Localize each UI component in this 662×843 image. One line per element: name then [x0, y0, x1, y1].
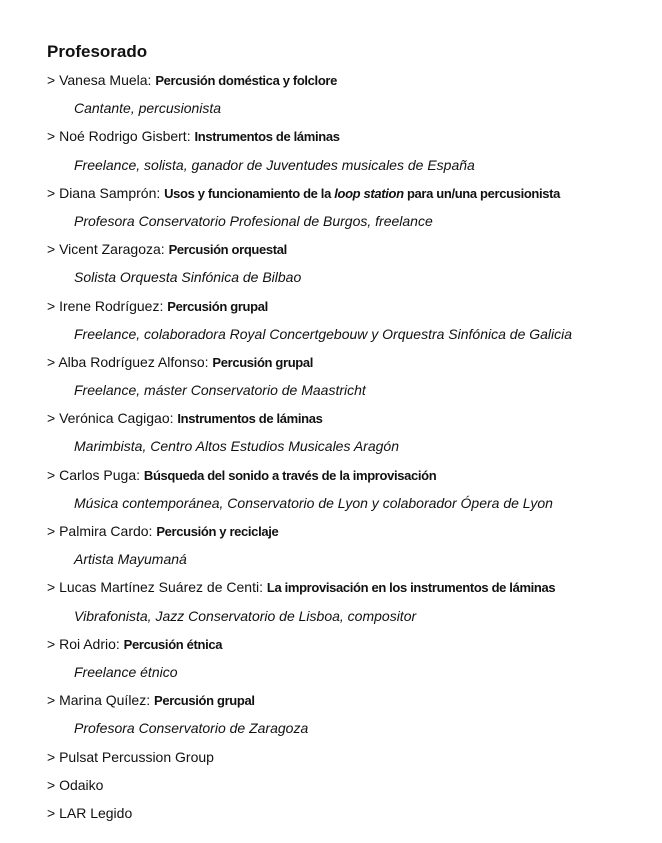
- teacher-name: Vanesa Muela:: [59, 72, 152, 88]
- bullet-marker: >: [47, 128, 56, 145]
- teacher-line: [47, 686, 647, 714]
- teacher-role: Música contemporánea, Conservatorio de Lyon y colaborador Ópera de Lyon: [74, 494, 553, 511]
- teacher-line: [47, 630, 647, 658]
- bullet-marker: >: [47, 241, 56, 258]
- teacher-topic: Percusión grupal: [154, 693, 255, 709]
- teacher-role: Vibrafonista, Jazz Conservatorio de Lisboa, compositor: [74, 607, 417, 624]
- bullet-marker: >: [47, 748, 56, 765]
- teacher-role: Freelance, colaboradora Royal Concertgebouw y Orquestra Sinfónica de Galicia: [74, 325, 573, 342]
- teacher-role: Artista Mayumaná: [74, 551, 187, 568]
- topic-part: para un/una percusionista: [403, 185, 561, 201]
- teacher-name: Marina Quílez:: [59, 692, 151, 709]
- teacher-topic: La improvisación en los instrumentos de láminas: [266, 580, 556, 596]
- teacher-entry: [47, 461, 647, 517]
- teacher-line: [47, 235, 647, 263]
- teacher-entry: [47, 573, 647, 629]
- group-name: LAR Legido: [59, 804, 133, 821]
- teacher-topic: Instrumentos de láminas: [194, 129, 340, 145]
- bullet-marker: >: [47, 635, 56, 652]
- teacher-name: Carlos Puga:: [59, 466, 141, 483]
- bullet-marker: >: [47, 523, 56, 539]
- teacher-line: [47, 348, 647, 376]
- teacher-line: [47, 292, 647, 320]
- teacher-role: Marimbista, Centro Altos Estudios Musicales Aragón: [74, 438, 399, 455]
- bullet-marker: >: [47, 184, 56, 201]
- bullet-marker: >: [47, 692, 56, 709]
- teacher-role: Freelance étnico: [74, 663, 178, 680]
- faculty-document: [47, 40, 647, 827]
- teacher-topic: Percusión y reciclaje: [156, 524, 279, 539]
- bullet-marker: >: [47, 297, 56, 314]
- bullet-marker: >: [47, 804, 56, 821]
- teacher-name: Diana Samprón:: [59, 184, 161, 201]
- teacher-topic: Percusión doméstica y folclore: [155, 73, 338, 88]
- teacher-entry: [47, 66, 647, 122]
- teacher-entry: [47, 122, 647, 178]
- teacher-role: Solista Orquesta Sinfónica de Bilbao: [74, 269, 302, 286]
- teacher-line: [47, 517, 647, 545]
- teacher-role: Profesora Conservatorio de Zaragoza: [74, 720, 309, 737]
- bullet-marker: >: [47, 72, 56, 88]
- teacher-topic: Percusión grupal: [212, 354, 314, 370]
- teacher-entry: [47, 235, 647, 291]
- teacher-line: [47, 179, 647, 207]
- teacher-line: [47, 404, 647, 432]
- teacher-role: Freelance, máster Conservatorio de Maastricht: [74, 382, 366, 399]
- teacher-name: Noé Rodrigo Gisbert:: [59, 128, 191, 145]
- teacher-name: Verónica Cagigao:: [59, 410, 174, 427]
- teacher-line: [47, 66, 647, 94]
- bullet-marker: >: [47, 776, 56, 793]
- page-title: Profesorado: [47, 42, 148, 61]
- teacher-topic: Percusión étnica: [123, 636, 223, 652]
- teacher-topic: Instrumentos de láminas: [177, 411, 323, 427]
- group-item: [47, 743, 647, 771]
- teacher-line: [47, 461, 647, 489]
- teacher-entry: [47, 348, 647, 404]
- group-item: [47, 799, 647, 827]
- teacher-entry: [47, 404, 647, 460]
- group-name: Odaiko: [59, 776, 104, 793]
- bullet-marker: >: [47, 579, 56, 596]
- teacher-role: Freelance, solista, ganador de Juventudes musicales de España: [74, 156, 475, 173]
- teacher-role: Profesora Conservatorio Profesional de Burgos, freelance: [74, 212, 433, 229]
- teacher-entry: [47, 292, 647, 348]
- teacher-entry: [47, 179, 647, 235]
- teacher-topic: Percusión orquestal: [168, 242, 287, 258]
- teacher-entry: [47, 686, 647, 742]
- teacher-name: Vicent Zaragoza:: [59, 241, 165, 258]
- teacher-role: Cantante, percusionista: [74, 100, 222, 117]
- teacher-line: [47, 573, 647, 601]
- topic-part: Usos y funcionamiento de la: [164, 185, 335, 201]
- bullet-marker: >: [47, 353, 56, 370]
- group-item: [47, 771, 647, 799]
- teacher-name: Roi Adrio:: [59, 635, 120, 652]
- teacher-topic: Percusión grupal: [167, 298, 268, 314]
- teacher-name: Lucas Martínez Suárez de Centi:: [59, 579, 263, 596]
- teacher-name: Alba Rodríguez Alfonso:: [58, 353, 209, 370]
- teacher-line: [47, 122, 647, 150]
- teacher-name: Palmira Cardo:: [59, 523, 153, 539]
- teacher-name: Irene Rodríguez:: [59, 297, 164, 314]
- teacher-topic: [164, 186, 560, 201]
- bullet-marker: >: [47, 466, 56, 483]
- bullet-marker: >: [47, 410, 56, 427]
- teacher-topic: Búsqueda del sonido a través de la improvisación: [143, 467, 437, 483]
- topic-part-italic: loop station: [334, 185, 404, 201]
- teacher-entry: [47, 630, 647, 686]
- group-name: Pulsat Percussion Group: [59, 748, 214, 765]
- teacher-entry: [47, 517, 647, 573]
